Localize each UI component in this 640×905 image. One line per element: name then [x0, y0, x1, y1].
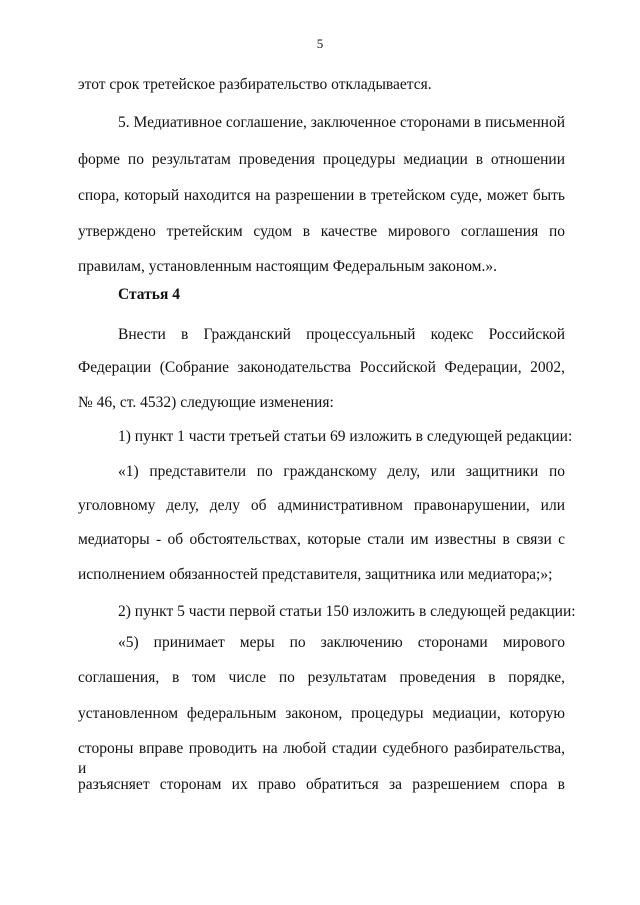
- quote-first-line: «5) принимает меры по заключению сторонами мирового: [118, 634, 565, 651]
- text-line: исполнением обязанностей представителя, защитника или медиатора;»;: [78, 566, 553, 583]
- text-line: утверждено третейским судом в качестве мирового соглашения по: [78, 223, 565, 240]
- list-item-line: 2) пункт 5 части первой статьи 150 изложить в следующей редакции:: [118, 603, 576, 620]
- text-line: спора, который находится на разрешении в третейском суде, может быть: [78, 187, 565, 204]
- text-line: этот срок третейское разбирательство откладывается.: [78, 76, 432, 93]
- paragraph-first-line: Внести в Гражданский процессуальный кодекс Российской: [118, 326, 565, 343]
- paragraph-first-line: 5. Медиативное соглашение, заключенное сторонами в письменной: [118, 114, 565, 131]
- text-line: установленном федеральным законом, процедуры медиации, которую: [78, 705, 565, 722]
- text-line: уголовному делу, делу об административном правонарушении, или: [78, 497, 565, 514]
- text-line: стороны вправе проводить на любой стадии судебного разбирательства, и: [78, 740, 565, 777]
- article-heading: Статья 4: [118, 286, 180, 303]
- text-line: соглашения, в том числе по результатам проведения в порядке,: [78, 669, 565, 686]
- page-number: 5: [316, 36, 324, 51]
- text-line: № 46, ст. 4532) следующие изменения:: [78, 394, 334, 411]
- quote-first-line: «1) представители по гражданскому делу, или защитники по: [118, 463, 565, 480]
- text-line: правилам, установленным настоящим Федеральным законом.».: [78, 258, 497, 275]
- text-line: форме по результатам проведения процедуры медиации в отношении: [78, 151, 565, 168]
- text-line: медиаторы - об обстоятельствах, которые стали им известны в связи с: [78, 531, 565, 548]
- text-line: разъясняет сторонам их право обратиться за разрешением спора в: [78, 776, 565, 793]
- text-line: Федерации (Собрание законодательства Российской Федерации, 2002,: [78, 359, 565, 376]
- list-item-line: 1) пункт 1 части третьей статьи 69 изложить в следующей редакции:: [118, 428, 573, 445]
